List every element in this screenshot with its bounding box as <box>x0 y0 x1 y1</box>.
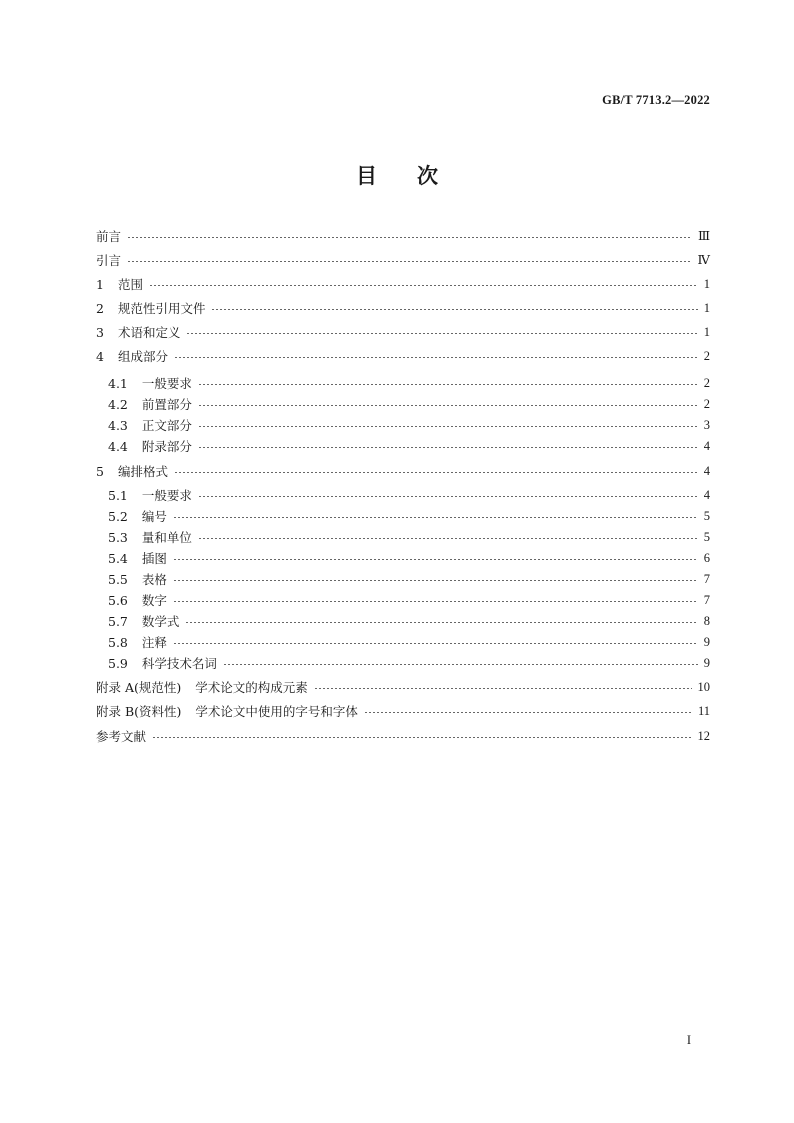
toc-entry-page: 9 <box>703 634 710 649</box>
toc-entry-page: 5 <box>703 529 710 544</box>
standard-code: GB/T 7713.2—2022 <box>602 93 710 107</box>
dot-leader <box>152 737 691 738</box>
toc-entry-title: 范围 <box>117 277 143 292</box>
toc-entry-page: 9 <box>703 655 710 670</box>
toc-entry[interactable] <box>96 701 710 721</box>
toc-entry-page: 2 <box>703 375 710 390</box>
toc-annex-title: 学术论文中使用的字号和字体 <box>195 704 358 719</box>
toc-entry[interactable] <box>108 653 710 673</box>
toc-entry-title: 科学技术名词 <box>141 656 217 671</box>
toc-entry-page: 6 <box>703 550 710 565</box>
toc-entry-page: 3 <box>703 417 710 432</box>
toc-annex-prefix: 附录 A(规范性) <box>96 680 182 695</box>
dot-leader <box>174 472 698 473</box>
dot-leader <box>198 538 698 539</box>
toc-entry-title: 附录部分 <box>141 439 192 454</box>
toc-entry[interactable] <box>108 415 710 435</box>
toc-entry-title: 前言 <box>96 229 122 244</box>
toc-entry-title: 注释 <box>141 635 167 650</box>
dot-leader <box>211 309 697 310</box>
toc-entry-title: 表格 <box>141 572 167 587</box>
dot-leader <box>186 333 697 334</box>
toc-entry[interactable] <box>96 322 710 342</box>
dot-leader <box>198 384 698 385</box>
toc-entry-title: 前置部分 <box>141 397 192 412</box>
toc-entry[interactable] <box>96 346 710 366</box>
toc-entry-number: 5 <box>96 463 104 479</box>
dot-leader <box>198 496 698 497</box>
dot-leader <box>174 357 698 358</box>
toc-entry-page: 4 <box>703 463 710 478</box>
title-char-2: 次 <box>417 164 438 188</box>
toc-entry-number: 4.3 <box>108 417 128 433</box>
toc-entry[interactable] <box>108 485 710 505</box>
toc-entry[interactable] <box>96 461 710 481</box>
toc-entry[interactable] <box>108 590 710 610</box>
toc-entry[interactable] <box>108 632 710 652</box>
toc-entry-title: 插图 <box>141 551 167 566</box>
toc-entry-page: 2 <box>703 348 710 363</box>
toc-entry-page: 11 <box>697 703 710 718</box>
toc-annex-prefix: 附录 B(资料性) <box>96 704 182 719</box>
toc-entry-title: 术语和定义 <box>117 325 181 340</box>
toc-annex-title: 学术论文的构成元素 <box>195 680 308 695</box>
toc-entry-title: 编排格式 <box>117 464 168 479</box>
dot-leader <box>127 237 692 238</box>
toc-entry-title: 量和单位 <box>141 530 192 545</box>
toc-entry-title <box>96 702 358 720</box>
dot-leader <box>149 285 698 286</box>
toc-entry-page: 1 <box>703 300 710 315</box>
toc-entry-title: 正文部分 <box>141 418 192 433</box>
toc-entry-number: 5.9 <box>108 655 128 671</box>
toc-entry-page: 1 <box>703 276 710 291</box>
toc-entry-page: 2 <box>703 396 710 411</box>
dot-leader <box>173 517 698 518</box>
toc-entry-number: 2 <box>96 300 104 316</box>
toc-entry[interactable] <box>108 394 710 414</box>
toc-entry-number: 5.1 <box>108 487 128 503</box>
toc-entry-title <box>96 678 308 696</box>
toc-entry-number: 5.7 <box>108 613 128 629</box>
toc-entry-number: 5.6 <box>108 592 128 608</box>
dot-leader <box>185 622 697 623</box>
toc-entry-number: 4 <box>96 348 104 364</box>
toc-entry-title: 一般要求 <box>141 488 192 503</box>
dot-leader <box>364 712 692 713</box>
toc-entry[interactable] <box>108 436 710 456</box>
toc-entry[interactable] <box>96 298 710 318</box>
toc-entry-title: 一般要求 <box>141 376 192 391</box>
toc-entry-page: 5 <box>703 508 710 523</box>
toc-entry[interactable] <box>108 611 710 631</box>
title-char-1: 目 <box>356 164 377 188</box>
dot-leader <box>314 688 692 689</box>
dot-leader <box>198 447 698 448</box>
dot-leader <box>173 559 698 560</box>
toc-entry-number: 4.4 <box>108 438 128 454</box>
page-title <box>0 160 794 190</box>
toc-entry-page: Ⅳ <box>697 253 710 267</box>
toc-entry-page: Ⅲ <box>697 229 710 243</box>
toc-entry-page: 4 <box>703 487 710 502</box>
toc-entry[interactable] <box>96 677 710 697</box>
toc-entry[interactable] <box>96 274 710 294</box>
toc-entry-page: 12 <box>697 728 710 743</box>
toc-entry[interactable] <box>96 226 710 246</box>
toc-entry-page: 10 <box>697 679 710 694</box>
toc-entry[interactable] <box>108 506 710 526</box>
toc-entry-number: 4.1 <box>108 375 128 391</box>
dot-leader <box>198 426 698 427</box>
dot-leader <box>127 261 691 262</box>
toc-entry-number: 4.2 <box>108 396 128 412</box>
dot-leader <box>198 405 698 406</box>
toc-entry-title: 编号 <box>141 509 167 524</box>
toc-entry[interactable] <box>96 726 710 746</box>
toc-entry-title: 引言 <box>96 253 122 268</box>
toc-entry-number: 1 <box>96 276 104 292</box>
toc-entry-page: 7 <box>703 571 710 586</box>
toc-entry-page: 8 <box>703 613 710 628</box>
toc-entry[interactable] <box>108 569 710 589</box>
toc-entry-number: 5.2 <box>108 508 128 524</box>
toc-entry-number: 5.4 <box>108 550 128 566</box>
toc-entry-number: 5.5 <box>108 571 128 587</box>
toc-entry[interactable] <box>96 250 710 270</box>
toc-entry[interactable] <box>108 527 710 547</box>
toc-entry-page: 1 <box>703 324 710 339</box>
dot-leader <box>173 601 698 602</box>
dot-leader <box>173 643 698 644</box>
toc-entry-title: 数学式 <box>141 614 180 629</box>
page-number: I <box>686 1033 691 1047</box>
toc-entry-title: 参考文献 <box>96 729 147 744</box>
toc-entry-number: 5.3 <box>108 529 128 545</box>
toc-entry-title: 规范性引用文件 <box>117 301 206 316</box>
toc-entry-number: 3 <box>96 324 104 340</box>
dot-leader <box>223 664 698 665</box>
toc-entry[interactable] <box>108 373 710 393</box>
toc-entry-number: 5.8 <box>108 634 128 650</box>
toc-entry[interactable] <box>108 548 710 568</box>
toc-entry-title: 组成部分 <box>117 349 168 364</box>
dot-leader <box>173 580 698 581</box>
toc-entry-page: 7 <box>703 592 710 607</box>
toc-entry-page: 4 <box>703 438 710 453</box>
toc-entry-title: 数字 <box>141 593 167 608</box>
